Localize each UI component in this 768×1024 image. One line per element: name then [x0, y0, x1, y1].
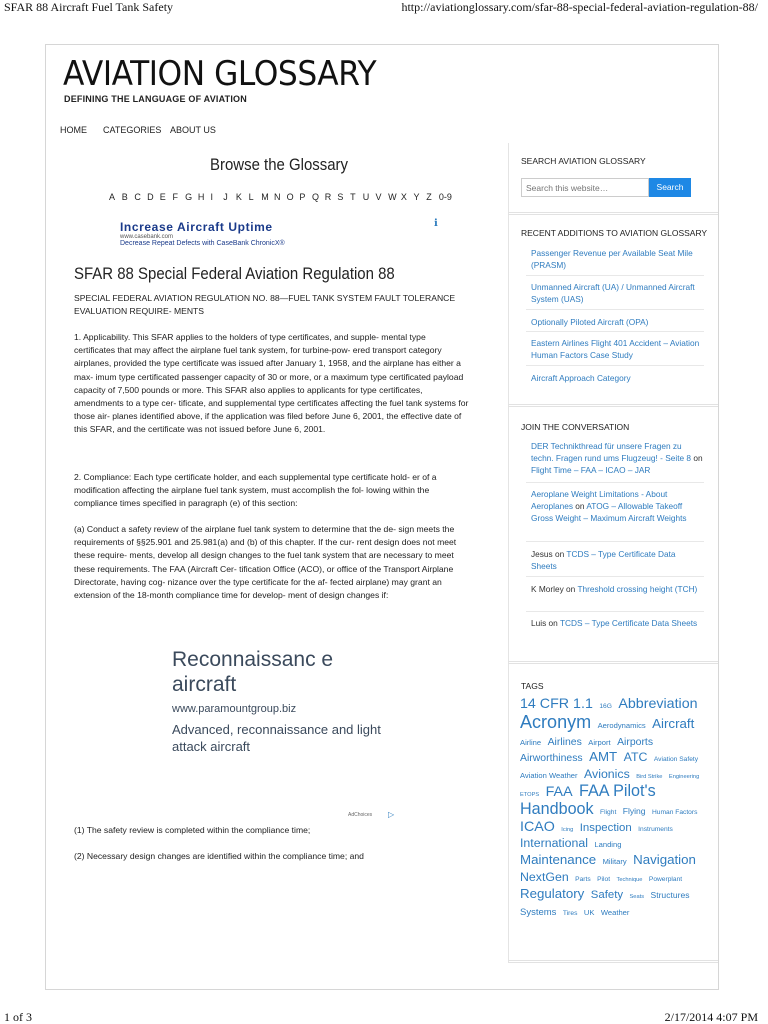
recent-item[interactable]: Optionally Piloted Aircraft (OPA) — [531, 317, 649, 327]
tag-link[interactable]: FAA Pilot's Handbook — [520, 781, 656, 818]
tag-link[interactable]: FAA — [545, 783, 573, 800]
comment-post[interactable]: Flight Time – FAA – ICAO – JAR — [531, 465, 651, 475]
tag-link[interactable]: Weather — [600, 907, 630, 917]
alphabet-letter[interactable]: V — [375, 192, 382, 202]
print-page-number: 1 of 3 — [4, 1010, 32, 1024]
tag-link[interactable]: UK — [583, 907, 595, 917]
sidebar-separator — [508, 404, 718, 407]
tag-link[interactable]: Safety — [590, 888, 624, 901]
recent-item[interactable]: Eastern Airlines Flight 401 Accident – Aviation Human Factors Case Study — [531, 338, 700, 360]
tag-link[interactable]: Military — [602, 857, 627, 867]
alphabet-letter[interactable]: Z — [426, 192, 432, 202]
comment-on: on — [552, 549, 567, 559]
post-paragraph: 1. Applicability. This SFAR applies to the holders of type certificates, and supple- mental type certificates that may affect the airplane fuel tank system, for turbine-pow- ered transport category airplanes, provided the type certificate was issued after January 1, 1958, and the airplane has either a max- imum type certificated passenger capacity of 30 or more, or a maximum type certificated payload capacity of 7,500 pounds or more. This SFAR also applies to applicants for type certificates, amendments to a type cer- tificate, and supplemental type certificates affecting the fuel tank systems for those air- planes identified above, if the application was filed before June 6, 2001, the effective date of this SFAR, and the certificate was not issued before June 6, 2001. — [74, 332, 469, 435]
sidebar-separator — [508, 661, 718, 664]
search-button[interactable]: Search — [649, 178, 691, 197]
nav-home[interactable]: HOME — [60, 125, 87, 135]
tag-link[interactable]: Systems — [520, 906, 557, 918]
tag-link[interactable]: ICAO — [520, 818, 555, 835]
comment-author[interactable]: DER Technikthread für unsere Fragen zu techn. Fragen rund ums Flugzeug! - Seite 8 — [531, 441, 692, 463]
alphabet-letter[interactable]: R — [324, 192, 332, 202]
comment-item — [531, 617, 703, 629]
post-paragraph: 2. Compliance: Each type certificate holder, and each supplemental type certificate hold- er of a modification affecting the airplane fuel tank system, must accomplish the fol- lowing within the compliance times specified in paragraph (e) of this section: — [74, 472, 437, 509]
tag-link[interactable]: Navigation — [633, 852, 696, 868]
post-intro: SPECIAL FEDERAL AVIATION REGULATION NO. 88—FUEL TANK SYSTEM FAULT TOLERANCE EVALUATION REQUIRE- MENTS — [74, 293, 456, 317]
print-page-url: http://aviationglossary.com/sfar-88-special-federal-aviation-regulation-88/ — [401, 0, 758, 14]
recent-heading: RECENT ADDITIONS TO AVIATION GLOSSARY — [521, 228, 708, 238]
post-paragraph: (1) The safety review is completed within the compliance time; — [74, 825, 311, 835]
sidebar-separator — [508, 960, 718, 963]
comment-on: on — [563, 584, 578, 594]
tag-link[interactable]: Bird Strike — [636, 774, 663, 781]
tag-link[interactable]: Pilot — [597, 875, 611, 883]
tag-link[interactable]: Tires — [562, 909, 578, 917]
list-separator — [526, 309, 704, 310]
ad-choices-icon[interactable]: ▷ — [388, 810, 395, 819]
tag-link[interactable]: Human Factors — [652, 808, 698, 816]
recent-item[interactable]: Unmanned Aircraft (UA) / Unmanned Aircraft System (UAS) — [531, 282, 695, 304]
tag-link[interactable]: NextGen — [520, 869, 569, 884]
comment-item — [531, 583, 703, 595]
alphabet-letter[interactable]: G — [185, 192, 193, 202]
alphabet-letter[interactable]: A — [109, 192, 116, 202]
alphabet-letter[interactable]: 0-9 — [438, 192, 452, 202]
alphabet-index — [109, 192, 452, 202]
ad-choices-label[interactable]: AdChoices — [348, 812, 373, 818]
alphabet-letter[interactable]: H — [197, 192, 205, 202]
tag-link[interactable]: Powerplant — [648, 875, 683, 883]
tag-link[interactable]: Airports — [617, 736, 654, 748]
alphabet-letter[interactable]: J — [223, 192, 228, 202]
comment-post[interactable]: Threshold crossing height (TCH) — [577, 584, 698, 594]
tag-link[interactable]: Airworthiness — [520, 753, 583, 765]
tags-heading: TAGS — [521, 681, 544, 691]
tag-link[interactable]: Seats — [629, 893, 645, 900]
tag-link[interactable]: Airline — [520, 737, 542, 747]
tag-link[interactable]: Maintenance — [520, 852, 597, 868]
comment-author: K Morley — [531, 584, 564, 594]
comment-post[interactable]: ATOG – Allowable Takeoff Gross Weight – Maximum Aircraft Weights — [531, 501, 687, 523]
sidebar-separator — [508, 212, 718, 215]
tag-link[interactable]: Airlines — [547, 736, 582, 748]
list-separator — [526, 541, 704, 542]
tag-link[interactable]: Aircraft — [652, 715, 695, 731]
comment-post[interactable]: TCDS – Type Certificate Data Sheets — [559, 618, 698, 628]
comment-author[interactable]: Aeroplane Weight Limitations - About Aeroplanes — [531, 489, 668, 511]
post-paragraph: (2) Necessary design changes are identified within the compliance time; and — [74, 851, 364, 861]
list-separator — [526, 365, 704, 366]
recent-item[interactable]: Aircraft Approach Category — [531, 373, 631, 383]
tag-link[interactable]: Technique — [616, 876, 643, 883]
ad-choices-icon[interactable]: ℹ — [434, 218, 438, 229]
alphabet-letter[interactable]: Y — [413, 192, 420, 202]
alphabet-letter[interactable]: T — [350, 192, 356, 202]
search-input[interactable] — [521, 178, 649, 197]
tag-link[interactable]: ATC — [623, 750, 648, 765]
ad-title[interactable]: Increase Aircraft Uptime — [120, 220, 273, 234]
tag-cloud — [520, 696, 706, 919]
alphabet-letter[interactable]: N — [273, 192, 281, 202]
comment-item — [531, 488, 703, 524]
ad-title[interactable]: Reconnaissanc e aircraft — [172, 648, 334, 696]
comment-author: Luis — [531, 618, 547, 628]
alphabet-letter[interactable]: I — [210, 192, 214, 202]
tag-link[interactable]: 16G — [599, 703, 612, 710]
tag-link[interactable]: Avionics — [584, 767, 630, 782]
list-separator — [526, 275, 704, 276]
alphabet-letter[interactable]: L — [248, 192, 254, 202]
ad-description[interactable]: Advanced, reconnaissance and light attack aircraft — [172, 722, 381, 754]
ad-description[interactable]: Decrease Repeat Defects with CaseBank ChronicX® — [120, 240, 285, 247]
comment-item — [531, 440, 703, 476]
alphabet-letter[interactable]: D — [147, 192, 154, 202]
alphabet-letter[interactable]: X — [400, 192, 407, 202]
tag-link[interactable]: International — [520, 836, 588, 851]
post-title: SFAR 88 Special Federal Aviation Regulation 88 — [74, 264, 395, 283]
tag-link[interactable]: Inspection — [579, 821, 632, 834]
tag-link[interactable]: Aerodynamics — [597, 720, 646, 730]
tag-link[interactable]: Aviation Weather — [520, 771, 578, 781]
tag-link[interactable]: 14 CFR 1.1 — [520, 696, 593, 712]
comment-item — [531, 548, 703, 572]
browse-title: Browse the Glossary — [210, 155, 349, 174]
tag-link[interactable]: Flying — [622, 805, 646, 816]
ad-url[interactable]: www.paramountgroup.biz — [172, 703, 297, 715]
comment-on: on — [691, 453, 703, 463]
alphabet-letter[interactable]: U — [362, 192, 370, 202]
comment-on: on — [572, 501, 587, 511]
tag-link[interactable]: Regulatory — [520, 885, 585, 901]
recent-item[interactable]: Passenger Revenue per Available Seat Mile (PRASM) — [531, 248, 693, 270]
alphabet-letter[interactable]: F — [172, 192, 178, 202]
tag-link[interactable]: Landing — [594, 840, 622, 850]
tag-link[interactable]: Flight — [600, 808, 617, 816]
sidebar-divider — [508, 143, 509, 963]
tag-link[interactable]: Structures — [650, 889, 690, 900]
print-date: 2/17/2014 4:07 PM — [664, 1010, 758, 1024]
alphabet-letter[interactable]: B — [121, 192, 128, 202]
tag-link[interactable]: Abbreviation — [618, 696, 698, 712]
comment-on: on — [546, 618, 560, 628]
alphabet-letter[interactable]: M — [261, 192, 269, 202]
alphabet-letter[interactable]: K — [235, 192, 242, 202]
site-title[interactable]: AVIATION GLOSSARY — [63, 54, 377, 94]
list-separator — [526, 576, 704, 577]
tag-link[interactable]: Aviation Safety — [653, 756, 699, 764]
conversation-heading: JOIN THE CONVERSATION — [521, 422, 630, 432]
tag-link[interactable]: ETOPS — [520, 791, 540, 798]
tag-link[interactable]: Acronym — [520, 711, 592, 732]
list-separator — [526, 482, 704, 483]
alphabet-letter[interactable]: W — [388, 192, 397, 202]
alphabet-letter[interactable]: S — [337, 192, 344, 202]
comment-post[interactable]: TCDS – Type Certificate Data Sheets — [531, 549, 676, 571]
nav-categories[interactable]: CATEGORIES — [103, 125, 162, 135]
print-page-title: SFAR 88 Aircraft Fuel Tank Safety — [4, 0, 174, 14]
tag-link[interactable]: Airport — [588, 737, 611, 747]
alphabet-letter[interactable]: P — [299, 192, 306, 202]
alphabet-letter[interactable]: E — [159, 192, 166, 202]
site-description: DEFINING THE LANGUAGE OF AVIATION — [64, 94, 247, 104]
alphabet-letter[interactable]: Q — [312, 192, 320, 202]
nav-about-us[interactable]: ABOUT US — [170, 125, 216, 135]
alphabet-letter[interactable]: O — [286, 192, 294, 202]
post-paragraph: (a) Conduct a safety review of the airplane fuel tank system to determine that the de- sign meets the requirements of §§25.901 and 25.981(a) and (b) of this chapter. If the cur- rent design does not meet these require- ments, develop all design changes to the fuel tank system that are necessary to meet these requirements. The FAA (Aircraft Cer- tification Office (ACO), or office of the Transport Airplane Directorate, having cog- nizance over the type certificate for the af- fected airplane) may grant an extension of the 18-month compliance time for develop- ment of design changes if: — [74, 524, 457, 601]
tag-link[interactable]: Parts — [575, 875, 591, 883]
search-heading: SEARCH AVIATION GLOSSARY — [521, 156, 646, 166]
ad-url[interactable]: www.casebank.com — [120, 234, 174, 240]
tag-link[interactable]: AMT — [589, 749, 618, 765]
comment-author: Jesus — [531, 549, 553, 559]
alphabet-letter[interactable]: C — [134, 192, 141, 202]
tag-link[interactable]: Engineering — [668, 774, 700, 781]
tag-link[interactable]: Icing — [561, 826, 574, 833]
list-separator — [526, 331, 704, 332]
list-separator — [526, 611, 704, 612]
tag-link[interactable]: Instruments — [638, 825, 673, 833]
